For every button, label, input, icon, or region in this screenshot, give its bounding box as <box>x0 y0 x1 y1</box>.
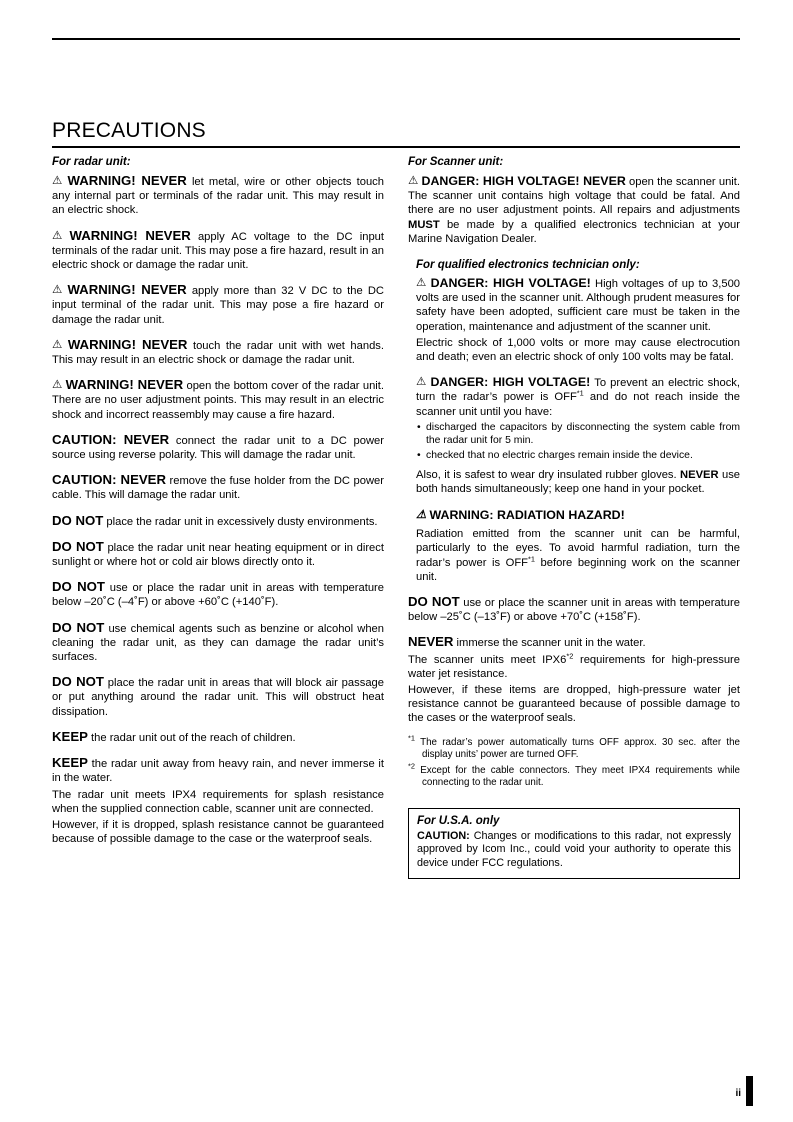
ipx6-exception-paragraph: However, if these items are dropped, high-pressure water jet resistance cannot be guaranteed because of possible damage to the cases or the waterproof seals. <box>408 684 740 725</box>
ipx6-text-1: The scanner units meet IPX6 <box>408 653 567 666</box>
block-text: apply AC voltage to the DC input terminals of the radar unit. This may pose a fire hazard, result in an electric shock or damage the radar unit. <box>52 230 384 272</box>
page-edge-marker <box>746 1076 753 1106</box>
warning-triangle-icon: ⚠ <box>416 509 427 522</box>
block-lead: DO NOT <box>52 512 104 528</box>
block-lead: DO NOT <box>52 619 105 635</box>
block-text: the radar unit away from heavy rain, and never immerse it in the water. <box>52 758 384 785</box>
block-lead: DANGER: HIGH VOLTAGE! <box>430 276 591 291</box>
header-rule <box>52 38 740 40</box>
block-emphasis: MUST <box>408 218 440 231</box>
block-text: immerse the scanner unit in the water. <box>453 637 646 650</box>
do-not-block <box>52 540 384 569</box>
gloves-lead: NEVER <box>680 468 719 481</box>
radiation-hazard-heading <box>416 508 740 523</box>
two-column-body <box>52 155 740 879</box>
block-lead: KEEP <box>52 755 88 771</box>
caution-block <box>52 433 384 462</box>
list-item: • discharged the capacitors by disconnecting the system cable from the radar unit for 5 min. <box>426 421 740 447</box>
warning-triangle-icon: ⚠ <box>408 175 419 187</box>
block-text: place the radar unit in excessively dusty environments. <box>103 515 378 528</box>
electric-shock-paragraph: Electric shock of 1,000 volts or more may cause electrocution and death; even an electric shock of only 100 volts may be fatal. <box>416 336 740 364</box>
block-text-2: and do not reach inside the scanner unit until you have: <box>416 391 740 418</box>
warning-triangle-icon: ⚠ <box>416 277 427 290</box>
block-text-1: open the scanner unit. The scanner unit contains high voltage that could be fatal. And there are no user adjustment points. All repairs and adjustments <box>408 176 740 217</box>
radiation-text-2: before beginning work on the scanner unit. <box>416 556 740 583</box>
usa-only-box <box>408 808 740 880</box>
usa-box-lead: CAUTION: <box>417 829 470 842</box>
ipx6-paragraph <box>408 650 740 681</box>
danger-prevent-block <box>416 375 740 419</box>
block-text: apply more than 32 V DC to the DC input terminal of the radar unit. This may pose a fire hazard or damage the radar unit. <box>52 285 384 326</box>
block-lead: WARNING! NEVER <box>69 227 191 243</box>
block-text: High voltages of up to 3,500 volts are used in the scanner unit. Although prudent measures for safety have been adopted, sufficient care must be taken in the operation, maintenance and adjustment of the scanner unit. <box>416 278 741 333</box>
gloves-text-2: use both hands simultaneously; keep one hand in your pocket. <box>416 468 741 496</box>
do-not-block <box>408 595 740 624</box>
radiation-paragraph <box>416 527 740 584</box>
do-not-block <box>52 675 384 719</box>
right-section-heading: For Scanner unit: <box>408 156 504 168</box>
block-text-2: be made by a qualified electronics technician at your Marine Navigation Dealer. <box>408 218 740 245</box>
never-immerse-block <box>408 635 740 650</box>
warning-triangle-icon: ⚠ <box>52 379 63 392</box>
block-lead: WARNING! NEVER <box>65 377 184 393</box>
warning-triangle-icon: ⚠ <box>52 338 63 351</box>
warning-block <box>52 229 384 273</box>
page-number: ii <box>735 1088 741 1099</box>
block-text: open the bottom cover of the radar unit. There are no user adjustment points. This may result in an electric shock and incorrect reassembly may cause a fire hazard. <box>52 380 384 421</box>
caution-block <box>52 473 384 502</box>
footnote-2 <box>408 761 740 789</box>
usa-box-title: For U.S.A. only <box>417 814 500 827</box>
block-text: the radar unit out of the reach of children. <box>87 731 296 744</box>
footnote-ref-1b: *1 <box>528 553 535 563</box>
block-lead: WARNING! NEVER <box>67 282 187 298</box>
radiation-text-1: Radiation emitted from the scanner unit can be harmful, particularly to the eyes. To avoid harmful radiation, turn the radar’s power is OFF <box>416 528 740 569</box>
block-lead: CAUTION: NEVER <box>52 431 170 447</box>
danger-high-voltage-block <box>408 174 740 246</box>
block-lead: DO NOT <box>52 674 104 690</box>
page-title: PRECAUTIONS <box>52 119 206 142</box>
page-title-block <box>52 119 740 148</box>
footnote-text-2: Except for the cable connectors. They meet IPX4 requirements while connecting to the radar unit. <box>420 765 740 789</box>
warning-block <box>52 338 384 367</box>
warning-triangle-icon: ⚠ <box>52 284 63 297</box>
block-text: use or place the radar unit in areas with temperature below –20˚C (–4˚F) or above +60˚C (+140˚F). <box>52 582 384 609</box>
warning-triangle-icon: ⚠ <box>52 175 63 187</box>
block-text-1: To prevent an electric shock, turn the radar’s power is OFF <box>416 377 741 404</box>
qualified-danger-block <box>416 276 740 334</box>
splash-resistance-paragraph: However, if it is dropped, splash resistance cannot be guaranteed because of possible damage to the case or the waterproof seals. <box>52 818 384 846</box>
keep-block <box>52 730 384 745</box>
block-lead: WARNING! NEVER <box>67 336 188 352</box>
ipx6-text-2: requirements for high-pressure water jet resistance. <box>408 653 740 680</box>
footnote-marker-2: *2 <box>408 761 415 771</box>
block-text: use chemical agents such as benzine or alcohol when cleaning the radar unit, as they can damage the radar unit’s surfaces. <box>52 622 384 664</box>
block-lead: DO NOT <box>52 579 105 595</box>
footnotes <box>408 733 741 790</box>
keep-block <box>52 756 384 785</box>
block-text: touch the radar unit with wet hands. This may result in an electric shock or damage the radar unit. <box>52 339 385 367</box>
precaution-bullet-list <box>408 421 740 462</box>
left-section-heading: For radar unit: <box>52 156 131 168</box>
footnote-1 <box>408 733 741 761</box>
warning-block <box>52 174 384 218</box>
qualified-technician-heading: For qualified electronics technician only: <box>416 259 640 272</box>
footnote-marker-1: *1 <box>408 733 415 743</box>
warning-triangle-icon: ⚠ <box>416 376 427 389</box>
list-item: • checked that no electric charges remain inside the device. <box>426 449 740 462</box>
block-lead: CAUTION: NEVER <box>52 472 166 488</box>
gloves-text-1: Also, it is safest to wear dry insulated rubber gloves. <box>416 468 677 481</box>
usa-box-body: Changes or modifications to this radar, not expressly approved by Icom Inc., could void your authority to operate this device under FCC regulations. <box>417 829 731 869</box>
footnote-ref-2: *2 <box>566 650 574 660</box>
do-not-block <box>52 621 384 665</box>
block-lead: DO NOT <box>408 594 460 610</box>
block-lead: DO NOT <box>52 538 104 554</box>
block-text: connect the radar unit to a DC power source using reverse polarity. This will damage the radar unit. <box>52 434 384 462</box>
warning-triangle-icon: ⚠ <box>52 229 63 242</box>
warning-block <box>52 283 384 327</box>
block-lead: DANGER: HIGH VOLTAGE! <box>430 375 591 390</box>
block-lead: NEVER <box>408 634 454 650</box>
ipx4-paragraph: The radar unit meets IPX4 requirements for splash resistance when the supplied connection cable, scanner unit are connected. <box>52 788 384 815</box>
block-text: use or place the scanner unit in areas with temperature below –25˚C (–13˚F) or above +70˚C (+158˚F). <box>408 597 740 624</box>
gloves-paragraph <box>416 468 740 496</box>
block-text: place the radar unit in areas that will block air passage or put anything around the radar unit. This will obstruct heat dissipation. <box>52 677 384 718</box>
block-text: let metal, wire or other objects touch any internal part or terminals of the radar unit. This may result in an electric shock. <box>52 176 384 217</box>
radiation-hazard-label: WARNING: RADIATION HAZARD! <box>429 508 625 523</box>
warning-block <box>52 378 384 422</box>
footnote-ref-1: *1 <box>576 388 584 398</box>
footnote-text-1: The radar’s power automatically turns OFF approx. 30 sec. after the display units’ power are turned OFF. <box>420 736 741 760</box>
block-lead: KEEP <box>52 728 88 744</box>
do-not-block <box>52 580 384 609</box>
do-not-block <box>52 514 384 529</box>
block-text: remove the fuse holder from the DC power cable. This will damage the radar unit. <box>52 475 384 502</box>
left-column <box>52 155 384 879</box>
block-text: place the radar unit near heating equipment or in direct sunlight or where hot or cold air blows directly onto it. <box>52 541 384 569</box>
usa-box-text <box>417 830 731 871</box>
block-lead: DANGER: HIGH VOLTAGE! NEVER <box>421 174 626 188</box>
block-lead: WARNING! NEVER <box>67 173 187 188</box>
right-column <box>408 155 740 879</box>
title-rule <box>52 146 740 148</box>
